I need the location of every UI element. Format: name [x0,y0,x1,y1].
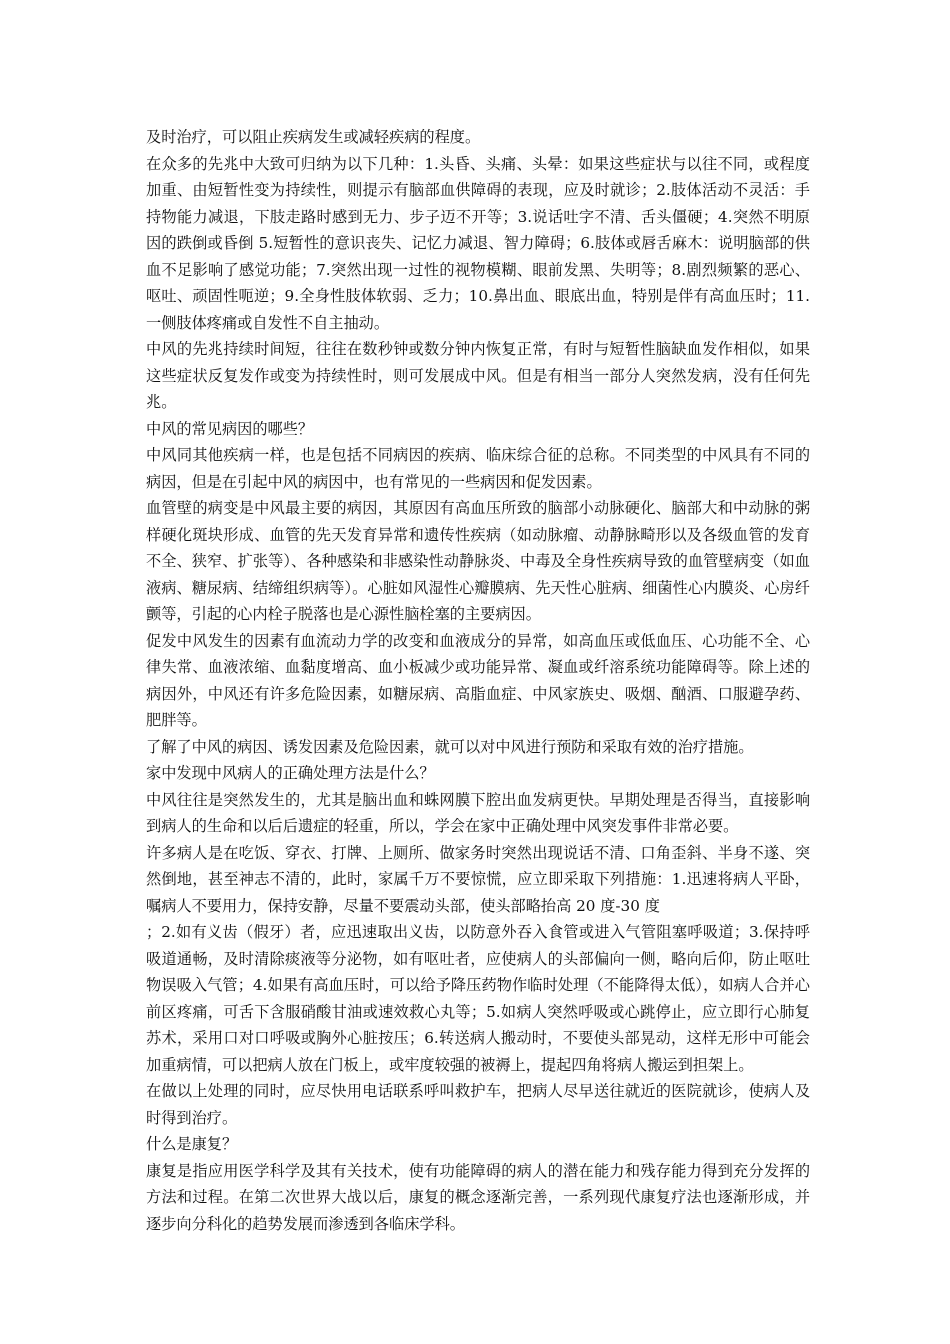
heading-home-handling: 家中发现中风病人的正确处理方法是什么？ [146,764,435,782]
paragraph-trigger-factors: 促发中风发生的因素有血流动力学的改变和血液成分的异常，如高血压或低血压、心功能不全、心律失常、血液浓缩、血黏度增高、血小板减少或功能异常、凝血或纤溶系统功能障碍等。除上述的病因外，中风还有许多危险因素，如糖尿病、高脂血症、中风家族史、吸烟、酗酒、口服避孕药、肥胖等。 [146,631,810,729]
paragraph-vessel-wall: 血管壁的病变是中风最主要的病因，其原因有高血压所致的脑部小动脉硬化、脑部大和中动脉的粥样硬化斑块形成、血管的先天发育异常和遗传性疾病（如动脉瘤、动静脉畸形以及各级血管的发育不全、狭窄、扩张等）、各种感染和非感染性动静脉炎、中毒及全身性疾病导致的血管壁病变（如血液病、糖尿病、结缔组织病等）。心脏如风湿性心瓣膜病、先天性心脏病、细菌性心内膜炎、心房纤颤等，引起的心内栓子脱落也是心源性脑栓塞的主要病因。 [146,499,810,623]
paragraph-ambulance: 在做以上处理的同时，应尽快用电话联系呼叫救护车，把病人尽早送往就近的医院就诊，使病人及时得到治疗。 [146,1082,810,1127]
heading-rehabilitation: 什么是康复？ [146,1135,238,1153]
paragraph-sudden-onset: 中风往往是突然发生的，尤其是脑出血和蛛网膜下腔出血发病更快。早期处理是否得当，直接影响到病人的生命和以后后遗症的轻重，所以，学会在家中正确处理中风突发事件非常必要。 [146,790,810,835]
paragraph-prevention: 了解了中风的病因、诱发因素及危险因素，就可以对中风进行预防和采取有效的治疗措施。 [146,737,754,756]
paragraph-warning-signs: 在众多的先兆中大致可归纳为以下几种：1.头昏、头痛、头晕：如果这些症状与以往不同，或程度加重、由短暂性变为持续性，则提示有脑部血供障碍的表现，应及时就诊；2.肢体活动不灵活：手持物能力减退，下肢走路时感到无力、步子迈不开等；3.说话吐字不清、舌头僵硬；4.突然不明原因的跌倒或昏倒 5.短暂性的意识丧失、记忆力减退、智力障碍；6.肢体或唇舌麻木：说明脑部的供血不足影响了感觉功能；7.突然出现一过性的视物模糊、眼前发黑、失明等；8.剧烈频繁的恶心、呕吐、顽固性呃逆；9.全身性肢体软弱、乏力；10.鼻出血、眼底出血，特别是伴有高血压时；11.一侧肢体疼痛或自发性不自主抽动。 [146,154,810,332]
paragraph-rehabilitation: 康复是指应用医学科学及其有关技术，使有功能障碍的病人的潜在能力和残存能力得到充分发挥的方法和过程。在第二次世界大战以后，康复的概念逐渐完善，一系列现代康复疗法也逐渐形成，并逐步向分科化的趋势发展而渗透到各临床学科。 [146,1161,810,1233]
paragraph-measures-cont: ；2.如有义齿（假牙）者，应迅速取出义齿，以防意外吞入食管或进入气管阻塞呼吸道；3.保持呼吸道通畅，及时清除痰液等分泌物，如有呕吐者，应使病人的头部偏向一侧，略向后仰，防止呕吐物误吸入气管；4.如果有高血压时，可以给予降压药物作临时处理（不能降得太低），如病人合并心前区疼痛，可舌下含服硝酸甘油或速效救心丸等；5.如病人突然呼吸或心跳停止，应立即行心肺复苏术，采用口对口呼吸或胸外心脏按压；6.转送病人搬动时，不要使头部晃动，这样无形中可能会加重病情，可以把病人放在门板上，或牢度较强的被褥上，提起四角将病人搬运到担架上。 [146,923,810,1074]
paragraph-measures-start: 许多病人是在吃饭、穿衣、打牌、上厕所、做家务时突然出现说话不清、口角歪斜、半身不遂、突然倒地，甚至神志不清的，此时，家属千万不要惊慌，应立即采取下列措施：1.迅速将病人平卧，嘱病人不要用力，保持安静，尽量不要震动头部，使头部略抬高 20 度-30 度 [146,843,810,915]
paragraph-warning-duration: 中风的先兆持续时间短，往往在数秒钟或数分钟内恢复正常，有时与短暂性脑缺血发作相似，如果这些症状反复发作或变为持续性时，则可发展成中风。但是有相当一部分人突然发病，没有任何先兆。 [146,340,810,411]
paragraph-causes-overview: 中风同其他疾病一样，也是包括不同病因的疾病、临床综合征的总称。不同类型的中风具有不同的病因，但是在引起中风的病因中，也有常见的一些病因和促发因素。 [146,446,810,491]
document-body [146,124,810,1237]
heading-common-causes: 中风的常见病因的哪些？ [146,419,314,438]
paragraph-intro-end: 及时治疗，可以阻止疾病发生或减轻疾病的程度。 [146,128,481,146]
